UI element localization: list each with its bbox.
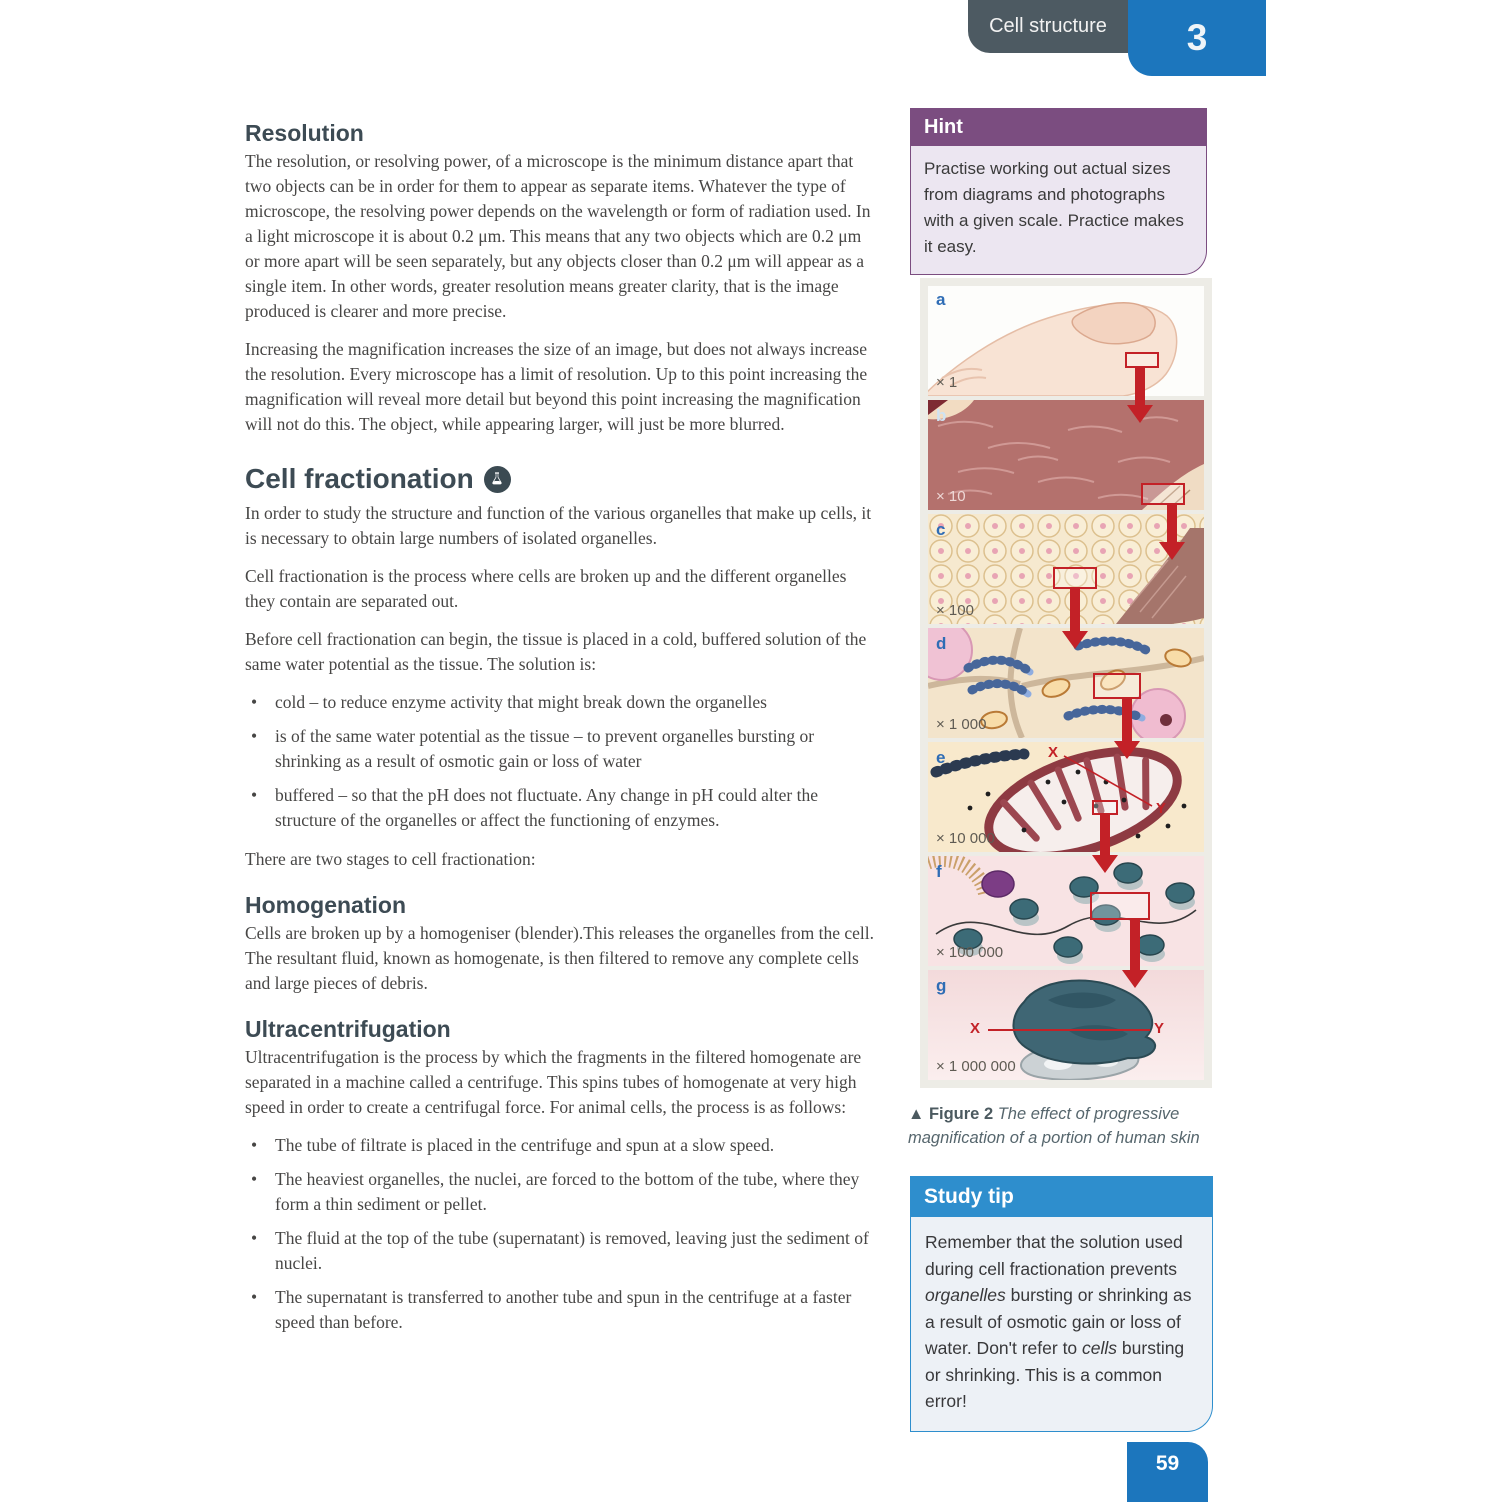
cf-bullet-list bbox=[245, 690, 879, 833]
flask-icon bbox=[484, 466, 511, 493]
figure-caption-text: The effect of progressive magnification of a portion of human skin bbox=[908, 1105, 1200, 1147]
arrow-b-to-c bbox=[1157, 505, 1187, 560]
resolution-paragraph-1: The resolution, or resolving power, of a microscope is the minimum distance apart that two objects can be in order for them to appear as separate items. Whatever the type of microscope, the resolving power depends on the wavelength or form of radiation used. In a light microscope it is about 0.2 μm. This means that any two objects which are 0.2 μm or more apart will be seen separately, but any objects closer than 0.2 μm will appear as a single item. In other words, greater resolution means greater clarity, that is the image produced is clearer and more precise. bbox=[245, 151, 871, 321]
panel-letter-c: c bbox=[936, 520, 946, 539]
magnification-f: × 100 000 bbox=[936, 944, 1004, 961]
hint-body: Practise working out actual sizes from diagrams and photographs with a given scale. Practice makes it easy. bbox=[910, 146, 1207, 275]
label-x: X bbox=[1048, 744, 1059, 761]
figure-panel-a bbox=[928, 286, 1204, 396]
study-tip-text-1: Remember that the solution used during cell fractionation prevents bbox=[925, 1232, 1183, 1279]
figure-2 bbox=[920, 278, 1212, 1088]
zoom-box-e bbox=[1092, 800, 1118, 815]
hint-title: Hint bbox=[910, 108, 1207, 146]
arrow-f-to-g bbox=[1120, 920, 1150, 988]
zoom-box-f bbox=[1090, 892, 1150, 920]
magnification-e: × 10 000 bbox=[936, 830, 995, 847]
panel-letter-g: g bbox=[936, 976, 947, 995]
study-tip-box bbox=[910, 1176, 1213, 1432]
magnification-a: × 1 bbox=[936, 374, 958, 391]
resolution-heading: Resolution bbox=[245, 120, 364, 146]
study-tip-italic-2: cells bbox=[1082, 1338, 1118, 1358]
uc-bullet-3: • The fluid at the top of the tube (supernatant) is removed, leaving just the sediment of nuclei. bbox=[245, 1226, 879, 1276]
caption-triangle-icon: ▲ bbox=[908, 1105, 925, 1123]
panel-letter-a: a bbox=[936, 290, 946, 309]
uc-bullet-1: • The tube of filtrate is placed in the centrifuge and spun at a slow speed. bbox=[245, 1133, 879, 1158]
uc-bullet-2: • The heaviest organelles, the nuclei, are forced to the bottom of the tube, where they form a thin sediment or pellet. bbox=[245, 1167, 879, 1217]
zoom-box-a bbox=[1125, 352, 1159, 368]
study-tip-italic-1: organelles bbox=[925, 1285, 1006, 1305]
cf-paragraph-4: There are two stages to cell fractionation: bbox=[245, 849, 536, 869]
cf-paragraph-1: In order to study the structure and function of the various organelles that make up cells, it is necessary to obtain large numbers of isolated organelles. bbox=[245, 503, 872, 548]
zoom-box-c bbox=[1053, 567, 1097, 589]
figure-caption-label: Figure 2 bbox=[928, 1105, 994, 1123]
arrow-e-to-f bbox=[1090, 815, 1120, 873]
uc-bullet-4: • The supernatant is transferred to another tube and spun in the centrifuge at a faster speed than before. bbox=[245, 1285, 879, 1335]
panel-letter-f: f bbox=[936, 862, 942, 881]
zoom-box-b bbox=[1141, 483, 1185, 505]
chapter-number: 3 bbox=[1186, 17, 1208, 58]
arrow-c-to-d bbox=[1060, 589, 1090, 649]
arrow-d-to-e bbox=[1112, 699, 1142, 759]
resolution-paragraph-2: Increasing the magnification increases the size of an image, but does not always increase the resolution. Every microscope has a limit of resolution. Up to this point increasing the magnification will reveal more detail but beyond this point increasing the magnification will not do this. The object, while appearing larger, will just be more blurred. bbox=[245, 339, 868, 434]
hint-box bbox=[910, 108, 1207, 275]
magnification-g: × 1 000 000 bbox=[936, 1058, 1016, 1075]
study-tip-body bbox=[910, 1217, 1213, 1432]
chapter-title: Cell structure bbox=[989, 15, 1107, 37]
magnification-b: × 10 bbox=[936, 488, 966, 505]
cell-fractionation-heading-text: Cell fractionation bbox=[245, 463, 474, 494]
cf-bullet-1: • cold – to reduce enzyme activity that might break down the organelles bbox=[245, 690, 879, 715]
main-text-column bbox=[245, 100, 879, 1349]
cf-paragraph-3: Before cell fractionation can begin, the tissue is placed in a cold, buffered solution of the same water potential as the tissue. The solution is: bbox=[245, 629, 867, 674]
page-number: 59 bbox=[1155, 1452, 1180, 1475]
cell-fractionation-heading bbox=[245, 463, 879, 495]
homogenation-heading: Homogenation bbox=[245, 892, 406, 918]
magnification-c: × 100 bbox=[936, 602, 974, 619]
ultracentrifugation-bullet-list bbox=[245, 1133, 879, 1335]
magnification-d: × 1 000 bbox=[936, 716, 987, 733]
ultracentrifugation-heading: Ultracentrifugation bbox=[245, 1016, 451, 1042]
figure-caption bbox=[908, 1102, 1220, 1150]
arrow-a-to-b bbox=[1125, 368, 1155, 423]
finger-illustration bbox=[928, 286, 1204, 396]
panel-letter-b: b bbox=[936, 406, 947, 425]
zoom-box-d bbox=[1093, 673, 1141, 699]
cf-paragraph-2: Cell fractionation is the process where cells are broken up and the different organelles they contain are separated out. bbox=[245, 566, 847, 611]
page-number-badge bbox=[1127, 1442, 1208, 1502]
label-y: Y bbox=[1154, 1020, 1165, 1037]
study-tip-text-3: bursting or shrinking. This is a common error! bbox=[925, 1338, 1185, 1411]
study-tip-text-2: bursting or shrinking as a result of osmotic gain or loss of water. Don't refer to bbox=[925, 1285, 1192, 1358]
chapter-number-tab bbox=[1128, 0, 1266, 76]
ultracentrifugation-paragraph: Ultracentrifugation is the process by which the fragments in the filtered homogenate are separated in a machine called a centrifuge. This spins tubes of homogenate at very high speed in order to create a centrifugal force. For animal cells, the process is as follows: bbox=[245, 1047, 862, 1117]
label-x: X bbox=[970, 1020, 981, 1037]
panel-letter-d: d bbox=[936, 634, 947, 653]
cf-bullet-3: • buffered – so that the pH does not fluctuate. Any change in pH could alter the structure of the organelles or affect the functioning of enzymes. bbox=[245, 783, 879, 833]
chapter-title-tab bbox=[968, 0, 1128, 53]
homogenation-paragraph: Cells are broken up by a homogeniser (blender).This releases the organelles from the cell. The resultant fluid, known as homogenate, is then filtered to remove any complete cells and large pieces of debris. bbox=[245, 923, 874, 993]
panel-letter-e: e bbox=[936, 748, 946, 767]
label-y: Y bbox=[1156, 800, 1167, 817]
study-tip-title: Study tip bbox=[910, 1176, 1213, 1217]
cf-bullet-2: • is of the same water potential as the tissue – to prevent organelles bursting or shrinking as a result of osmotic gain or loss of water bbox=[245, 724, 879, 774]
